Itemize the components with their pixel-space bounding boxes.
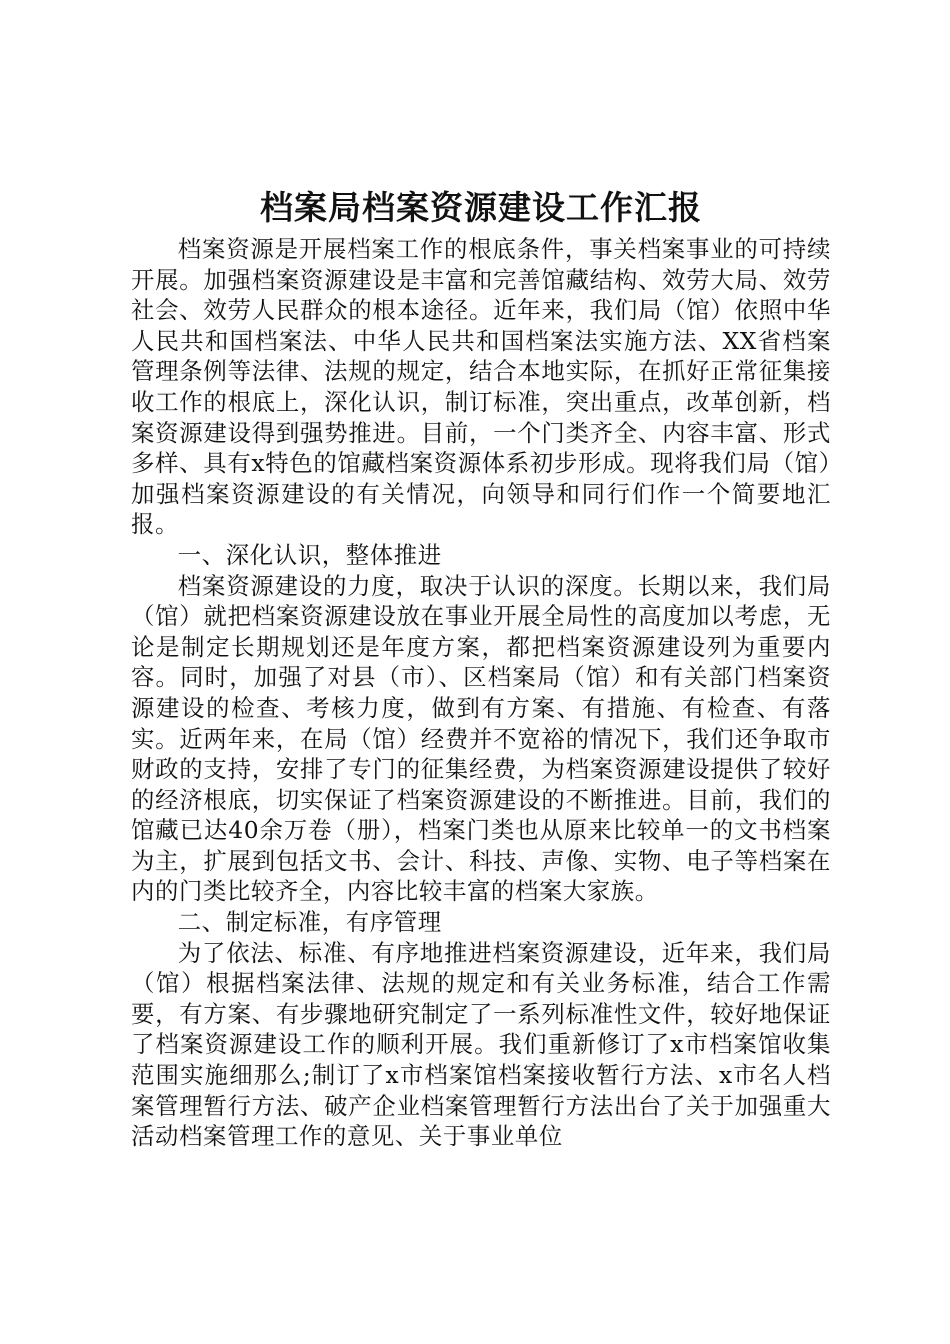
document-page <box>131 182 831 1152</box>
section-1-heading: 一、深化认识，整体推进 <box>177 540 442 569</box>
intro-paragraph: 档案资源是开展档案工作的根底条件，事关档案事业的可持续开展。加强档案资源建设是丰富和完善馆藏结构、效劳大局、效劳社会、效劳人民群众的根本途径。近年来，我们局（馆）依照中华人民共和国档案法、中华人民共和国档案法实施方法、XX省档案管理条例等法律、法规的规定，结合本地实际，在抓好正常征集接收工作的根底上，深化认识，制订标准，突出重点，改革创新，档案资源建设得到强势推进。目前，一个门类齐全、内容丰富、形式多样、具有x特色的馆藏档案资源体系初步形成。现将我们局（馆）加强档案资源建设的有关情况，向领导和同行们作一个简要地汇报。 <box>131 235 831 539</box>
section-2-paragraph: 为了依法、标准、有序地推进档案资源建设，近年来，我们局（馆）根据档案法律、法规的规定和有关业务标准，结合工作需要，有方案、有步骤地研究制定了一系列标准性文件，较好地保证了档案资源建设工作的顺利开展。我们重新修订了x市档案馆收集范围实施细那么;制订了x市档案馆档案接收暂行方法、x市名人档案管理暂行方法、破产企业档案管理暂行方法出台了关于加强重大活动档案管理工作的意见、关于事业单位 <box>131 938 831 1151</box>
document-title: 档案局档案资源建设工作汇报 <box>260 188 702 227</box>
section-2-heading: 二、制定标准，有序管理 <box>177 908 442 937</box>
section-1-paragraph: 档案资源建设的力度，取决于认识的深度。长期以来，我们局（馆）就把档案资源建设放在事业开展全局性的高度加以考虑，无论是制定长期规划还是年度方案，都把档案资源建设列为重要内容。同时，加强了对县（市）、区档案局（馆）和有关部门档案资源建设的检查、考核力度，做到有方案、有措施、有检查、有落实。近两年来，在局（馆）经费并不宽裕的情况下，我们还争取市财政的支持，安排了专门的征集经费，为档案资源建设提供了较好的经济根底，切实保证了档案资源建设的不断推进。目前，我们的馆藏已达40余万卷（册），档案门类也从原来比较单一的文书档案为主，扩展到包括文书、会计、科技、声像、实物、电子等档案在内的门类比较齐全，内容比较丰富的档案大家族。 <box>131 571 831 906</box>
